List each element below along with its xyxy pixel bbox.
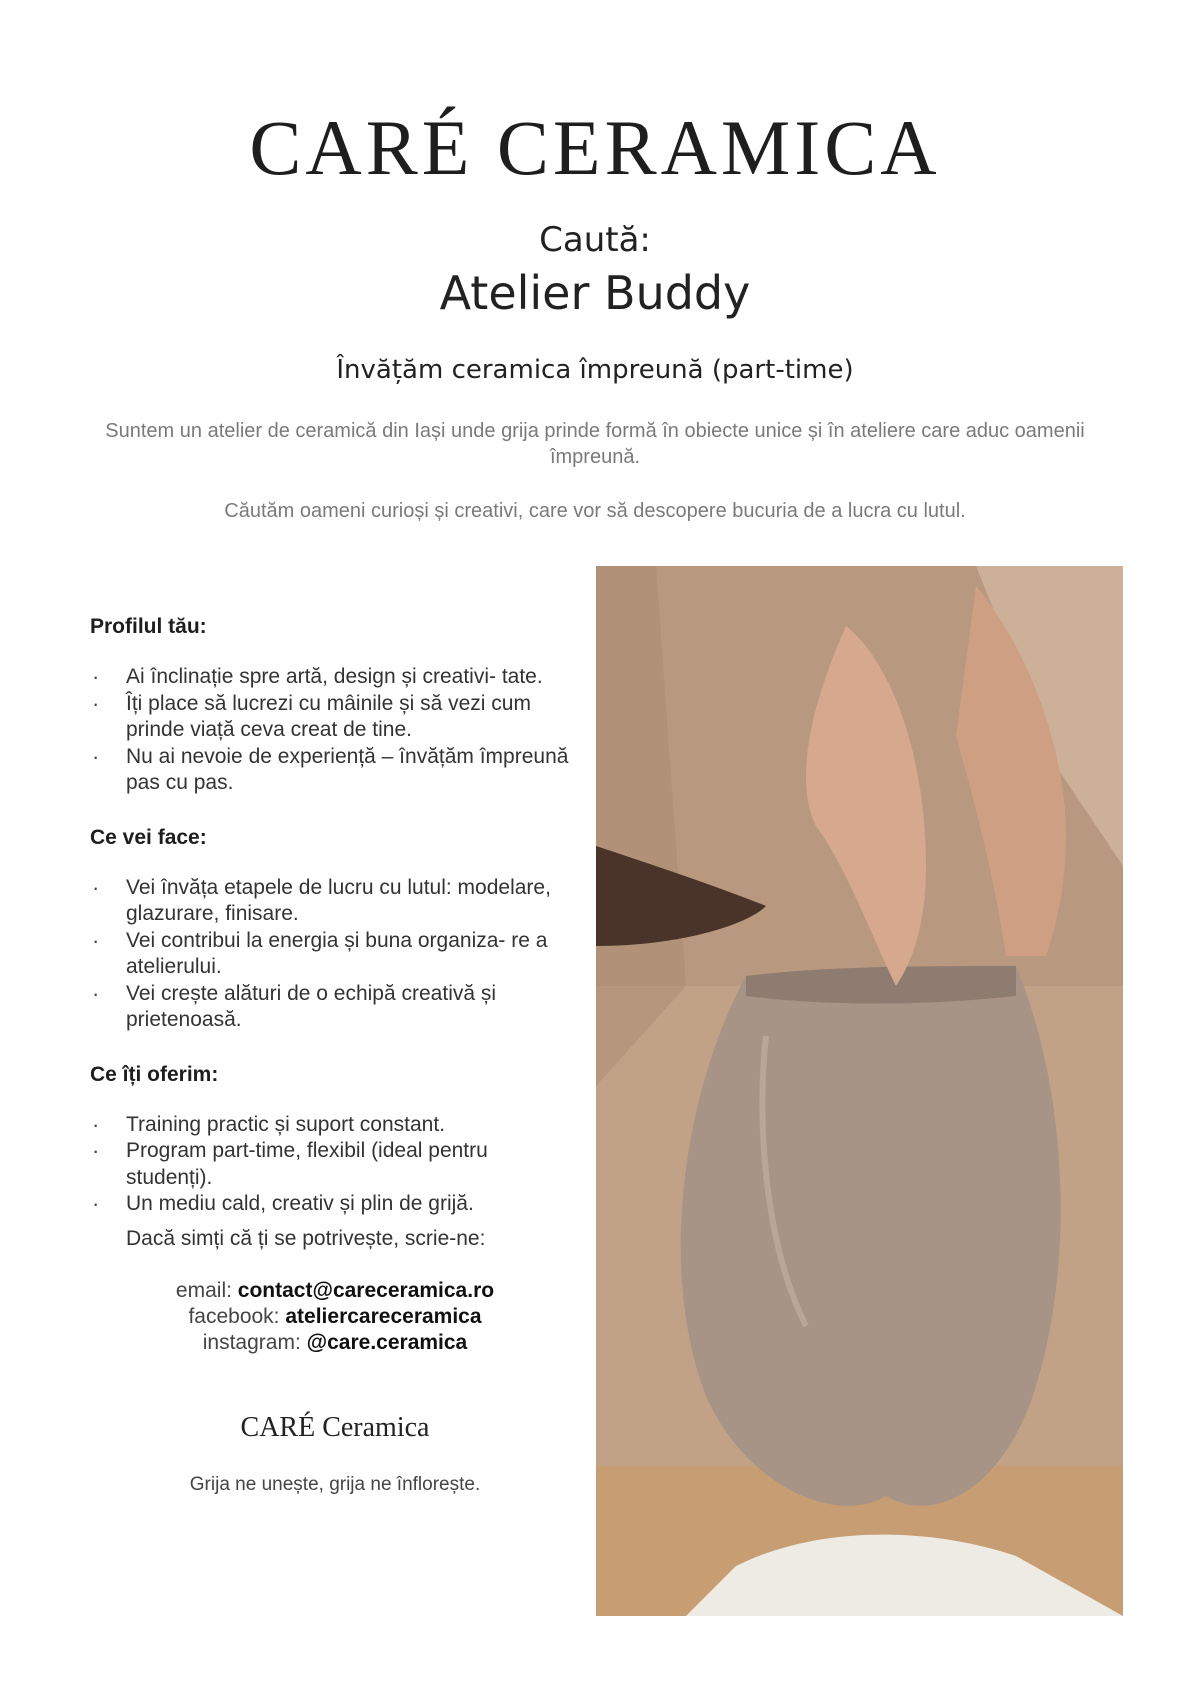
contact-instagram-row [90, 1330, 580, 1356]
section-title: Ce îți oferim: [90, 1062, 219, 1086]
intro-paragraph-1: Suntem un atelier de ceramică din Iași unde grija prinde formă în obiecte unice și în ateliere care aduc oamenii împreună. [105, 420, 1085, 468]
photo-illustration [596, 566, 1123, 1616]
section-offer [90, 1062, 580, 1218]
section-profile [90, 614, 580, 797]
role-title: Atelier Buddy [439, 266, 751, 320]
list-item: · Un mediu cald, creativ și plin de grijă. [90, 1191, 580, 1218]
contact-block [90, 1278, 580, 1356]
section-title: Profilul tău: [90, 615, 207, 638]
list-item: · Ai înclinație spre artă, design și creativi- tate. [90, 664, 580, 691]
email-label: email: [175, 1278, 232, 1302]
list-item: · Training practic și suport constant. [90, 1112, 580, 1139]
list-item: · Vei crește alături de o echipă creativă și prietenoasă. [90, 981, 580, 1034]
list-item: · Îți place să lucrezi cu mâinile și să vezi cum prinde viață ceva creat de tine. [90, 691, 580, 744]
list-item: · Program part-time, flexibil (ideal pentru studenți). [90, 1138, 580, 1191]
clay-vase-hands-photo [596, 566, 1123, 1616]
details-column [90, 614, 580, 1496]
list-item: · Vei contribui la energia și buna organiza- re a atelierului. [90, 928, 580, 981]
bullet-list [90, 1112, 580, 1218]
list-item: · Nu ai nevoie de experiență – învățăm împreună pas cu pas. [90, 744, 580, 797]
seeking-label: Caută: [539, 220, 651, 260]
instagram-link[interactable]: @care.ceramica [306, 1330, 468, 1354]
instagram-label: instagram: [202, 1330, 301, 1354]
list-item: · Vei învăța etapele de lucru cu lutul: modelare, glazurare, finisare. [90, 875, 580, 928]
brand-title: CARÉ CERAMICA [249, 104, 941, 191]
signature-logo: CARÉ Ceramica [240, 1411, 430, 1443]
call-to-action: Dacă simți că ți se potrivește, scrie-ne: [126, 1226, 486, 1250]
contact-email-row [90, 1278, 580, 1304]
role-subtitle: Învățăm ceramica împreună (part-time) [336, 355, 854, 385]
contact-facebook-row [90, 1304, 580, 1330]
facebook-label: facebook: [188, 1304, 280, 1328]
facebook-link[interactable]: ateliercareceramica [285, 1304, 482, 1328]
bullet-list [90, 875, 580, 1034]
bullet-list [90, 664, 580, 797]
motto: Grija ne unește, grija ne înflorește. [189, 1473, 481, 1495]
section-title: Ce vei face: [90, 825, 207, 849]
intro-paragraph-2: Căutăm oameni curioși și creativi, care vor să descopere bucuria de a lucra cu lutul. [224, 500, 966, 522]
email-link[interactable]: contact@careceramica.ro [237, 1278, 495, 1302]
section-tasks [90, 825, 580, 1034]
